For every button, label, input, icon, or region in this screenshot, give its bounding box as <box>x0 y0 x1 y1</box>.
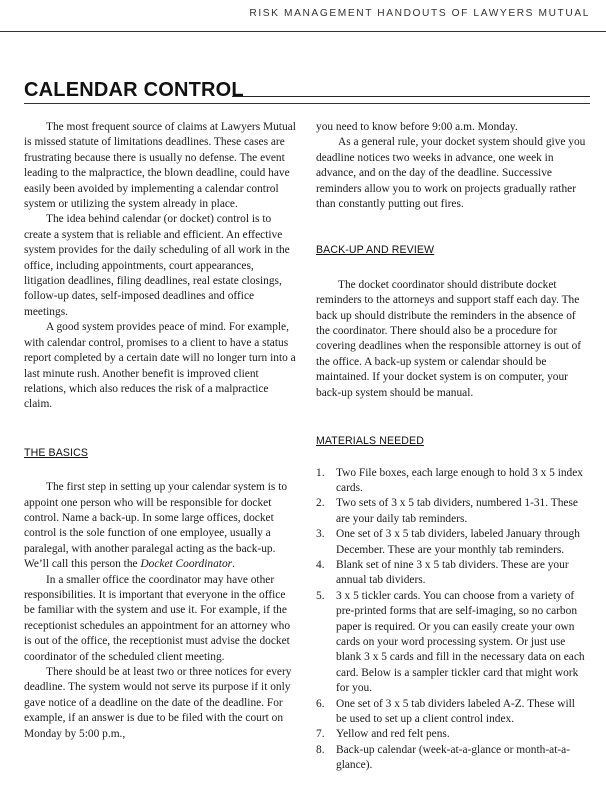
docket-coordinator-term: Docket Coordinator <box>140 558 233 571</box>
list-item <box>316 496 588 527</box>
basics-text-end: . <box>232 558 235 571</box>
list-text: Blank set of nine 3 x 5 tab dividers. These are your annual tab dividers. <box>336 558 569 587</box>
title-underline <box>24 103 590 104</box>
title-block <box>24 79 590 103</box>
general-rule-paragraph: As a general rule, your docket system should give you deadline notices two weeks in advance, one week in advance, and on the day of the deadline. Successive reminders allow you to work on projects gradually rather than constantly putting out fires. <box>316 136 586 211</box>
basics-paragraph: There should be at least two or three notices for every deadline. The system would not serve its purpose if it only gave notice of a deadline on the date of the deadline. For example, if an answer is due to be filed with the court on Monday by 5:00 p.m., <box>24 666 292 740</box>
list-item <box>316 727 588 742</box>
intro-paragraph: The most frequent source of claims at Lawyers Mutual is missed statute of limitations deadlines. These cases are frustrating because there is usually no defense. The event leading to the malpractice, the blown deadline, could have easily been avoided by implementing a calendar control system or utilizing the system already in place. <box>24 121 296 211</box>
continuation-text: you need to know before 9:00 a.m. Monday. <box>316 121 518 133</box>
basics-text: The first step in setting up your calendar system is to appoint one person who will be responsible for docket control. Name a back-up. In some large offices, docket control is the sole function of one employee, usually a paralegal, with another paralegal acting as the back-up. We’ll call this person the <box>24 481 288 571</box>
list-number: 5. <box>316 589 325 602</box>
running-header: RISK MANAGEMENT HANDOUTS OF LAWYERS MUTUAL <box>249 8 590 19</box>
list-number: 1. <box>316 466 325 479</box>
list-number: 2. <box>316 497 325 510</box>
list-item <box>316 589 588 697</box>
list-item <box>316 527 588 558</box>
list-number: 3. <box>316 528 325 541</box>
list-item <box>316 466 588 497</box>
list-text: Yellow and red felt pens. <box>336 728 450 741</box>
list-text: One set of 3 x 5 tab dividers, labeled January through December. These are your monthly tab reminders. <box>336 528 580 556</box>
section-heading-materials: MATERIALS NEEDED <box>316 435 424 448</box>
materials-list <box>316 466 588 774</box>
section-heading-backup: BACK-UP AND REVIEW <box>316 244 435 257</box>
list-text: One set of 3 x 5 tab dividers labeled A-Z. These will be used to set up a client control index. <box>336 697 575 725</box>
list-text: Back-up calendar (week-at-a-glance or month-at-a-glance). <box>336 743 571 772</box>
list-number: 8. <box>316 743 325 756</box>
list-text: Two File boxes, each large enough to hold 3 x 5 index cards. <box>336 466 584 494</box>
page-title: CALENDAR CONTROL <box>24 79 244 101</box>
list-number: 4. <box>316 558 325 571</box>
title-rule <box>232 96 590 97</box>
list-text: Two sets of 3 x 5 tab dividers, numbered 1-31. These are your daily tab reminders. <box>336 497 578 525</box>
list-text: 3 x 5 tickler cards. You can choose from a variety of pre-printed forms that are self-imaging, so no carbon paper is required. Or you can easily create your own cards on your word processing system. Or just use blank 3 x 5 cards and fill in the necessary data on each card. Below is a sampler tickler card that might work for you. <box>336 589 585 695</box>
basics-paragraph: In a smaller office the coordinator may have other responsibilities. It is important that everyone in the office be familiar with the system and use it. For example, if the receptionist schedules an appointment for an attorney who is out of the office, the receptionist must advise the docket coordinator of the scheduled client meeting. <box>24 573 291 663</box>
right-column <box>316 120 588 774</box>
header-divider <box>0 31 606 32</box>
list-item <box>316 743 588 774</box>
list-item <box>316 558 588 589</box>
section-heading-basics: THE BASICS <box>24 446 88 459</box>
list-number: 6. <box>316 697 325 710</box>
intro-paragraph: The idea behind calendar (or docket) control is to create a system that is reliable and efficient. An effective system provides for the daily scheduling of all work in the office, including appointments, court appearances, litigation deadlines, filing deadlines, real estate closings, follow-up dates, self-imposed deadlines and office meetings. <box>24 213 290 318</box>
backup-paragraph: The docket coordinator should distribute docket reminders to the attorneys and support staff each day. The back up should distribute the reminders in the absence of the coordinator. There should also be a procedure for covering deadlines when the responsible attorney is out of the office. A back-up system or calendar should be maintained. If your docket system is on computer, your back-up system should be manual. <box>316 278 582 399</box>
left-column <box>24 120 296 742</box>
basics-paragraph <box>24 480 296 572</box>
list-number: 7. <box>316 728 325 741</box>
list-item <box>316 697 588 728</box>
intro-paragraph: A good system provides peace of mind. For example, with calendar control, promises to a client to have a status report completed by a certain date will no longer turn into a last minute rush. Another benefit is improved client relations, which also reduces the risk of a malpractice claim. <box>24 321 296 411</box>
